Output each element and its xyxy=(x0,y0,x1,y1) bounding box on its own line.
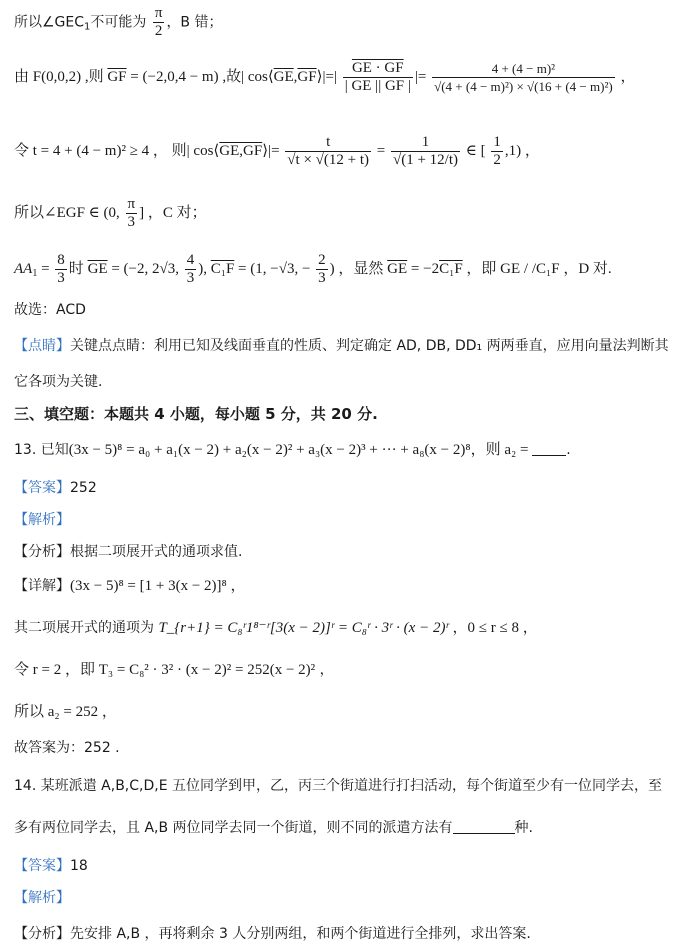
denominator: 3 xyxy=(57,270,65,286)
text: 时 xyxy=(68,260,88,277)
text: ] ，C 对； xyxy=(139,204,207,221)
numerator: 1 xyxy=(493,134,501,150)
final-answer-line: 故答案为：252 . xyxy=(14,740,120,756)
text: 其二项展开式的通项为 xyxy=(14,620,159,636)
answer-blank xyxy=(453,819,515,834)
text: ，0 ≤ r ≤ 8 ， xyxy=(448,620,538,636)
line-1 xyxy=(14,5,223,40)
r-equals-2-line xyxy=(14,660,334,680)
text: = xyxy=(373,142,389,159)
line-4 xyxy=(14,196,207,231)
fraction-half xyxy=(491,134,503,169)
text: AA xyxy=(14,260,33,277)
text: ，即 GE / /C₁F ，D 对. xyxy=(462,260,612,277)
text: ， xyxy=(315,662,334,678)
text: = xyxy=(37,260,54,277)
text: ∈ [ xyxy=(462,142,486,159)
vector: $\overline{GF}$ xyxy=(297,68,317,85)
answer-line-13 xyxy=(14,478,97,498)
denominator: √(1 + 12/t) xyxy=(392,152,459,168)
text: 13. 已知 xyxy=(14,442,69,458)
text: = (−2,0,4 − m) ,故| cos⟨ xyxy=(126,68,274,85)
text: , xyxy=(293,68,298,85)
sub: 1 xyxy=(84,21,91,33)
line-6: 故选：ACD xyxy=(14,302,86,318)
tag-label: 【答案】 xyxy=(14,480,70,496)
text: ⟩|= xyxy=(262,142,280,159)
equation: (3x − 5)⁸ = a₀ + a₁(x − 2) + a₂(x − 2)² + a₃(x − 2)³ + ··· + a₈(x − 2)⁸ xyxy=(68,442,471,458)
denominator: | GE || GF | xyxy=(344,78,411,94)
numerator: 4 xyxy=(186,252,195,268)
equation: T_{r+1} = C₈ʳ1⁸⁻ʳ[3(x − 2)]ʳ = C₈ʳ · 3ʳ · (x − 2)ʳ xyxy=(158,620,449,636)
denominator: √t × √(12 + t) xyxy=(287,152,370,168)
vector: C₁F xyxy=(210,260,235,277)
vector: $\overline{GE}$ xyxy=(273,68,294,85)
text: = (−2, 2√3, xyxy=(107,260,183,277)
vector: C₁F xyxy=(439,260,463,277)
equation: (3x − 5)⁸ = [1 + 3(x − 2)]⁸ ， xyxy=(70,578,246,594)
numerator: π xyxy=(127,196,136,212)
fraction-pi-over-2 xyxy=(153,5,165,40)
question-13 xyxy=(14,440,571,460)
numerator: π xyxy=(154,5,163,21)
equation: T₃ = C₈² · 3² · (x − 2)² = 252(x − 2)² xyxy=(98,662,316,678)
numerator: 4 + (4 − m)² xyxy=(432,60,615,78)
fenxi-line xyxy=(14,542,242,562)
answer-value: 18 xyxy=(70,858,88,874)
numerator: 1 xyxy=(391,134,460,152)
text: 不可能为 xyxy=(90,14,147,31)
fraction-4-3 xyxy=(185,252,197,287)
line-2 xyxy=(14,60,635,95)
tag-label: 【分析】 xyxy=(14,926,70,942)
text: 令 t = 4 + (4 − m)² ≥ 4 ， 则| cos⟨ xyxy=(14,142,220,159)
text: 先安排 A,B ，再将剩余 3 人分别两组，和两个街道进行全排列，求出答案. xyxy=(70,926,531,942)
tag-label: 【分析】 xyxy=(14,544,70,560)
sub: 1 xyxy=(32,267,38,279)
text: 种. xyxy=(514,820,533,836)
text: 根据二项展开式的通项求值. xyxy=(70,544,243,560)
denominator: 3 xyxy=(318,270,326,286)
text: = (1, −√3, − xyxy=(234,260,311,277)
tag-label: 【详解】 xyxy=(14,578,70,594)
text: ,1) ， xyxy=(504,142,540,159)
text: 关键点点睛：利用已知及线面垂直的性质、判定确定 AD, DB, DD₁ 两两垂直，应用向量法判断其 xyxy=(70,338,669,354)
fraction-cos-value xyxy=(432,60,615,95)
fraction-one xyxy=(391,134,460,169)
fraction-pi-over-3 xyxy=(126,196,138,231)
tag-label: 【答案】 xyxy=(14,858,70,874)
question-14: 14. 某班派遣 A,B,C,D,E 五位同学到甲，乙，丙三个街道进行打扫活动，每个街道至少有一位同学去，至 xyxy=(14,778,662,794)
vector: $\overline{GE}$ xyxy=(387,260,408,277)
text: ，B 错； xyxy=(166,14,223,31)
text: = −2 xyxy=(407,260,440,277)
text: 由 F(0,0,2) ,则 xyxy=(14,68,108,85)
section-heading: 三、填空题：本题共 4 小题，每小题 5 分，共 20 分. xyxy=(14,405,378,423)
answer-line-14 xyxy=(14,856,88,876)
denominator: √(4 + (4 − m)²) × √(16 + (4 − m)²) xyxy=(434,79,613,94)
answer-blank xyxy=(532,441,566,456)
fraction-8-3 xyxy=(55,252,67,287)
line-5 xyxy=(14,252,612,287)
text: 令 r = 2 ，即 xyxy=(14,662,99,678)
vector: $\overline{GE}$ xyxy=(87,260,108,277)
numerator: t xyxy=(285,134,371,152)
denominator: 3 xyxy=(186,270,195,286)
general-term-line xyxy=(14,618,538,638)
analysis-tag: 【解析】 xyxy=(14,512,70,528)
vector: GE,GF xyxy=(219,142,263,159)
text: 所以∠EGF ∈ (0, xyxy=(14,204,120,221)
line-3 xyxy=(14,134,540,169)
text: 所以∠GEC xyxy=(14,14,85,31)
fraction-cos-def xyxy=(343,60,413,95)
text: |= xyxy=(414,68,427,85)
text: ), xyxy=(198,260,211,277)
question-14-cont xyxy=(14,818,533,838)
denominator: 2 xyxy=(154,23,163,39)
fraction-t xyxy=(285,134,371,169)
numerator: GE · GF xyxy=(343,60,413,78)
analysis-tag-14: 【解析】 xyxy=(14,890,70,906)
text: . xyxy=(566,442,571,458)
denominator: 3 xyxy=(127,214,136,230)
text: 多有两位同学去，且 A,B 两位同学去同一个街道，则不同的派遣方法有 xyxy=(14,820,453,836)
text: ) ，显然 xyxy=(329,260,388,277)
answer-value: 252 xyxy=(70,480,97,496)
text: ，则 a₂ = xyxy=(470,442,533,458)
line-7 xyxy=(14,336,669,356)
text: ， xyxy=(616,68,636,85)
fraction-2-3 xyxy=(316,252,328,287)
numerator: 8 xyxy=(57,252,65,268)
result-line: 所以 a₂ = 252 ， xyxy=(14,704,117,720)
vector: $\overline{GF}$ xyxy=(107,68,127,85)
numerator: 2 xyxy=(318,252,326,268)
text: ⟩|=| xyxy=(316,68,337,85)
xiangjie-line xyxy=(14,576,246,596)
denominator: 2 xyxy=(493,152,501,168)
tag-label: 【点睛】 xyxy=(14,338,70,354)
fenxi-line-14 xyxy=(14,924,531,944)
line-8: 它各项为关键. xyxy=(14,374,103,390)
